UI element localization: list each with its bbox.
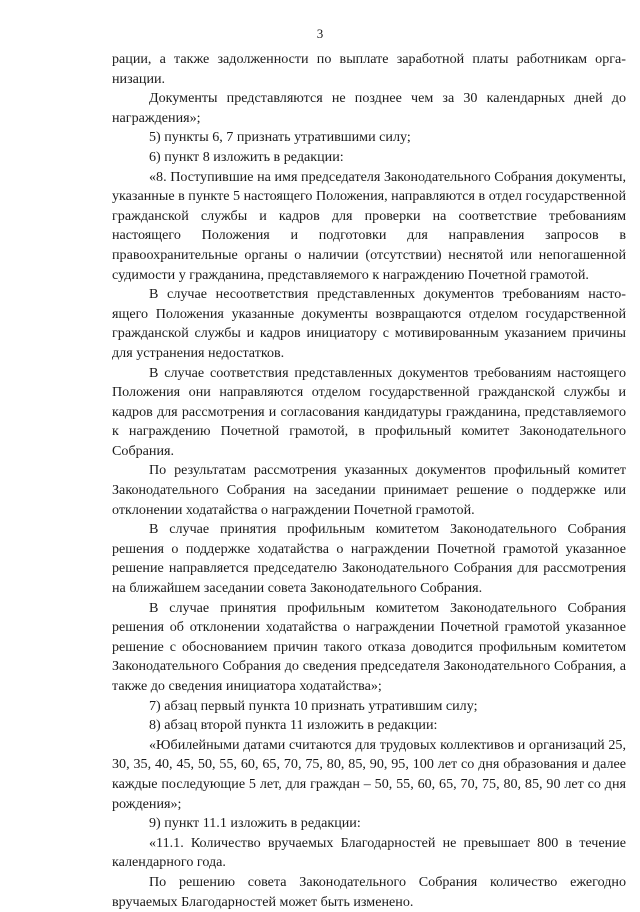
paragraph: По результатам рассмотрения указанных документов профильный комитет Законодательного Собрания на заседании принимает решение о поддержке или отклонении ходатайства о награждении Почетной грамотой. <box>112 462 626 518</box>
paragraph: рации, а также задолженности по выплате заработной платы работникам организации. <box>112 51 626 87</box>
paragraph: «11.1. Количество вручаемых Благодарностей не превышает 800 в течение календарного года. <box>112 834 626 871</box>
document-body <box>112 50 626 912</box>
paragraph: По решению совета Законодательного Собрания количество ежегодно вручаемых Благодарностей может быть изменено. <box>112 873 626 910</box>
paragraph: В случае принятия профильным комитетом Законодательного Собрания решения об отклонении ходатайства о награждении Почетной грамотой указанное решение с обоснованием причин такого отказа доводится профильным комитетом Законодательного Собрания до сведения председателя Законодательного Собрания, а также до сведения инициатора ходатайства»; <box>112 599 626 694</box>
paragraph: 8) абзац второй пункта 11 изложить в редакции: <box>149 717 438 734</box>
paragraph: В случае принятия профильным комитетом Законодательного Собрания решения о поддержке ходатайства о награждении Почетной грамотой указанное решение направляется председателю Законодательного Собрания для рассмотрения на ближайшем заседании совета Законодательного Собрания. <box>112 521 626 597</box>
paragraph: В случае соответствия представленных документов требованиям настоящего Положения они направляются отделом государственной гражданской службы и кадров для рассмотрения и согласования кандидатуры гражданина, представляемого к награждению Почетной грамотой, в профильный комитет Законодательного Собрания. <box>112 364 626 459</box>
paragraph: Документы представляются не позднее чем за 30 календарных дней до награждения»; <box>112 90 626 126</box>
paragraph: 6) пункт 8 изложить в редакции: <box>149 148 344 165</box>
page-number: 3 <box>316 26 324 41</box>
paragraph: 7) абзац первый пункта 10 признать утратившим силу; <box>149 697 478 714</box>
paragraph: 9) пункт 11.1 изложить в редакции: <box>149 815 361 832</box>
paragraph: 5) пункты 6, 7 признать утратившими силу; <box>149 129 411 146</box>
paragraph: В случае несоответствия представленных документов требованиям настоящего Положения указанные документы возвращаются отделом государственной гражданской службы и кадров инициатору с мотивированным указанием причины для устранения недостатков. <box>112 286 626 361</box>
paragraph: «8. Поступившие на имя председателя Законодательного Собрания документы, указанные в пункте 5 настоящего Положения, направляются в отдел государственной гражданской службы и кадров для проверки на соответствие требованиям настоящего Положения и подготовки для направления запросов в правоохранительные органы о наличии (отсутствии) неснятой или непогашенной судимости у гражданина, представляемого к награждению Почетной грамотой. <box>112 168 626 283</box>
paragraph: «Юбилейными датами считаются для трудовых коллективов и организаций 25, 30, 35, 40, 45, 50, 55, 60, 65, 70, 75, 80, 85, 90, 95, 100 лет со дня образования и далее каждые последующие 5 лет, для граждан – 50, 55, 60, 65, 70, 75, 80, 85, 90 лет со дня рождения»; <box>112 736 626 812</box>
